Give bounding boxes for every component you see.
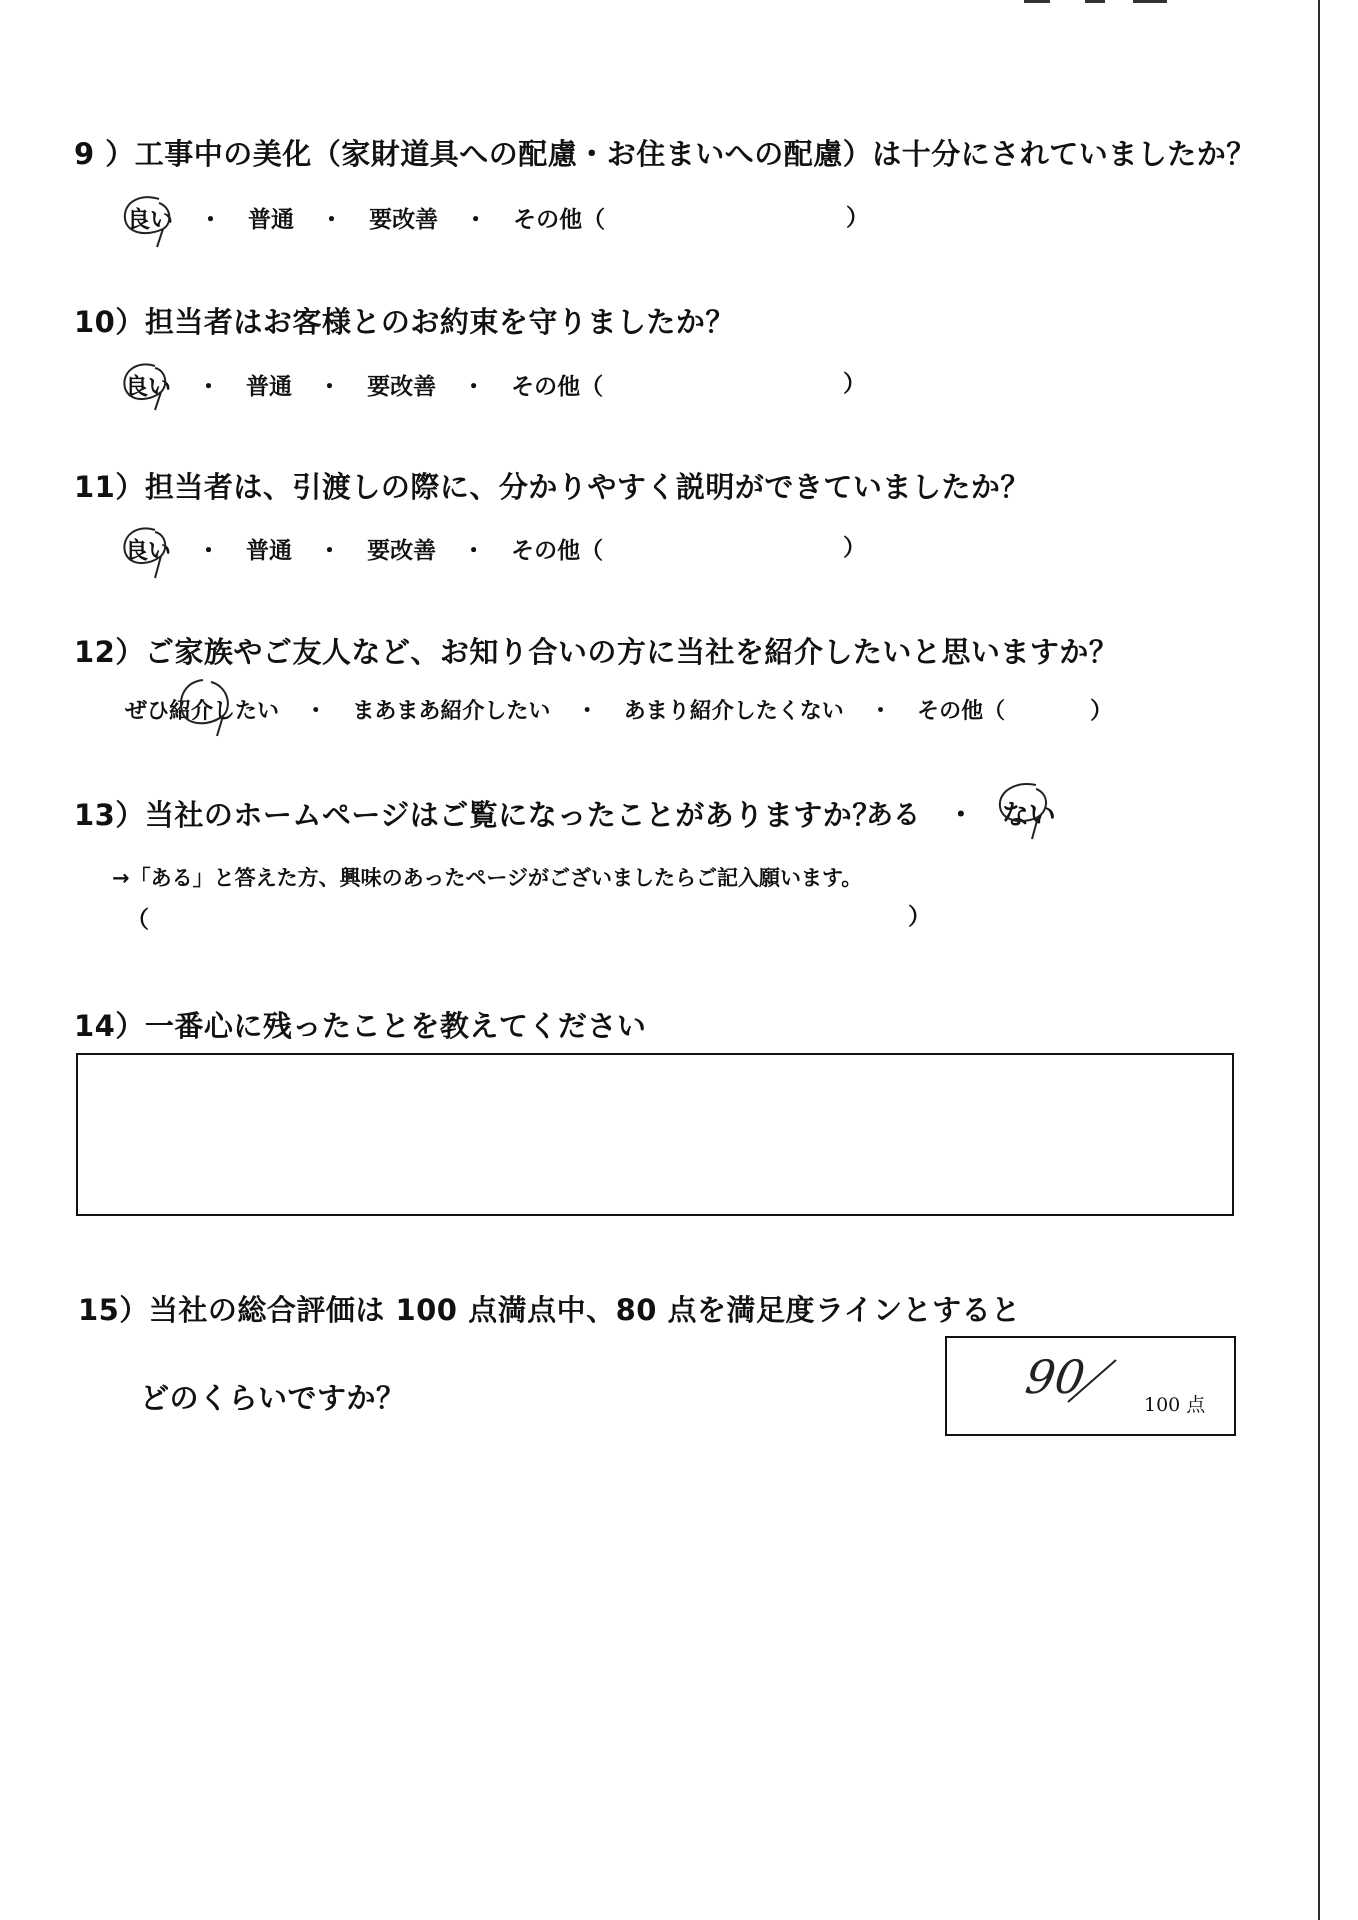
slash-icon (1062, 1356, 1122, 1406)
question-10: 10）担当者はお客様とのお約束を守りましたか？ (74, 305, 735, 339)
question-14: 14）一番心に残ったことを教えてください (74, 1009, 647, 1043)
question-15: 15）当社の総合評価は 100 点満点中、80 点を満足度ラインとすると (78, 1293, 1021, 1327)
question-12: 12）ご家族やご友人など、お知り合いの方に当社を紹介したいと思いますか？ (74, 635, 1119, 669)
option-not-recommend[interactable]: あまり紹介したくない (623, 699, 844, 724)
option-other[interactable]: その他（ (511, 374, 604, 400)
option-improve[interactable]: 要改善 (369, 207, 439, 233)
question-13-options: ある ・ ない (866, 793, 1056, 832)
question-13: 13）当社のホームページはご覧になったことがありますか？ (74, 798, 882, 832)
option-other[interactable]: その他（ (511, 538, 604, 564)
note-open-paren: （ (126, 907, 149, 933)
option-no[interactable]: ない (1002, 793, 1056, 832)
question-15-line2: どのくらいですか？ (140, 1381, 406, 1415)
question-12-options: ぜひ紹介したい ・ まあまあ紹介したい ・ あまり紹介したくない ・ その他（ (125, 694, 1005, 725)
option-yes[interactable]: ある (866, 800, 920, 831)
option-normal[interactable]: 普通 (246, 538, 293, 564)
question-9-options: 良い ・ 普通 ・ 要改善 ・ その他（ (127, 201, 605, 234)
other-close-paren: ） (846, 205, 869, 231)
other-close-paren: ） (1090, 698, 1113, 724)
question-13-note: →「ある」と答えた方、興味のあったページがございましたらご記入願います。 (112, 866, 863, 890)
option-normal[interactable]: 普通 (246, 374, 293, 400)
option-improve[interactable]: 要改善 (367, 374, 437, 400)
option-good[interactable]: 良い (125, 368, 171, 401)
handwritten-score: 90 (1022, 1350, 1089, 1404)
option-improve[interactable]: 要改善 (367, 538, 437, 564)
option-somewhat-recommend[interactable]: まあまあ紹介したい (352, 699, 551, 724)
option-good[interactable]: 良い (125, 532, 171, 565)
question-10-options: 良い ・ 普通 ・ 要改善 ・ その他（ (125, 368, 603, 401)
option-definitely-recommend[interactable]: ぜひ紹介したい (125, 694, 279, 725)
option-normal[interactable]: 普通 (248, 207, 295, 233)
other-close-paren: ） (843, 535, 866, 561)
question-9: 9 ）工事中の美化（家財道具への配慮・お住まいへの配慮）は十分にされていましたか？ (74, 137, 1256, 171)
other-close-paren: ） (843, 371, 866, 397)
option-other[interactable]: その他（ (513, 207, 606, 233)
option-other[interactable]: その他（ (917, 699, 1006, 724)
question-11: 11）担当者は、引渡しの際に、分かりやすく説明ができていましたか？ (74, 470, 1030, 504)
score-unit: 100 点 (1144, 1394, 1206, 1416)
free-answer-box[interactable] (76, 1053, 1234, 1216)
scan-edge (1318, 0, 1320, 1920)
option-good[interactable]: 良い (127, 201, 173, 234)
question-11-options: 良い ・ 普通 ・ 要改善 ・ その他（ (125, 532, 603, 565)
note-close-paren: ） (908, 904, 931, 930)
